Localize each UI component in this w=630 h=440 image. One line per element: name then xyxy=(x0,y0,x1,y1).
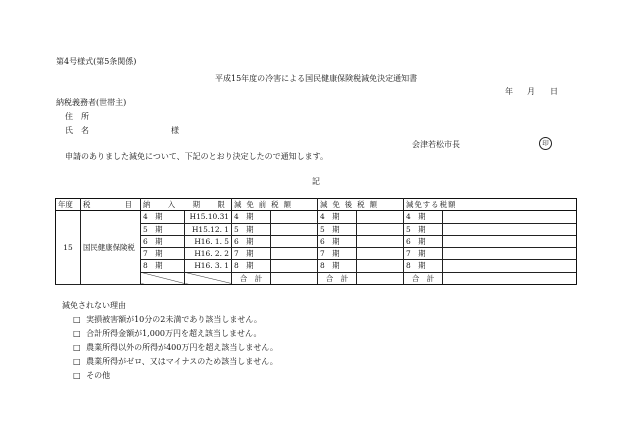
cell-reduction-amount xyxy=(443,248,577,260)
header-reduction: 減免する税額 xyxy=(404,199,577,211)
checkbox-icon[interactable]: □ xyxy=(73,343,81,352)
cell-reduction-amount xyxy=(443,235,577,247)
header-before: 減免前税額 xyxy=(232,199,318,211)
cell-before-period: 6 期 xyxy=(232,235,271,247)
cell-date: H15.10.31 xyxy=(185,211,232,223)
cell-after-period: 4 期 xyxy=(318,211,357,223)
cell-reduction-period: 8 期 xyxy=(404,260,443,272)
checkbox-icon[interactable]: □ xyxy=(73,315,81,324)
cell-reduction-amount xyxy=(443,223,577,235)
reason-text: その他 xyxy=(86,371,111,380)
intro-text: 申請のありました減免について、下記のとおり決定したので通知します。 xyxy=(65,152,329,161)
table-header-row xyxy=(56,199,577,211)
reason-item xyxy=(73,372,110,380)
cell-period: 5 期 xyxy=(141,223,185,235)
cell-reduction-amount xyxy=(443,211,577,223)
cell-period: 7 期 xyxy=(141,248,185,260)
reason-text: 農業所得がゼロ、又はマイナスのため該当しません。 xyxy=(86,357,278,366)
cell-before-amount xyxy=(271,223,318,235)
cell-after-period: 7 期 xyxy=(318,248,357,260)
cell-before-amount xyxy=(271,248,318,260)
cell-before-period: 4 期 xyxy=(232,211,271,223)
name-label: 氏 名 xyxy=(65,126,89,135)
header-after: 減免後税額 xyxy=(318,199,404,211)
cell-before-period: 7 期 xyxy=(232,248,271,260)
cell-after-period: 5 期 xyxy=(318,223,357,235)
cell-date: H15.12. 1 xyxy=(185,223,232,235)
header-due: 納 入 期 限 xyxy=(141,199,232,211)
reason-text: 農業所得以外の所得が400万円を超え該当しません。 xyxy=(86,343,278,352)
cell-before-amount xyxy=(271,211,318,223)
issuer-name: 会津若松市長 xyxy=(412,140,460,149)
reason-item xyxy=(73,330,261,338)
date-month: 月 xyxy=(527,87,535,96)
sum-label-reduction: 合 計 xyxy=(404,272,443,284)
header-year: 年度 xyxy=(56,199,81,211)
reason-text: 合計所得金額が1,000万円を超え該当しません。 xyxy=(86,329,262,338)
reasons-title: 減免されない理由 xyxy=(62,301,126,310)
form-number: 第4号様式(第5条関係) xyxy=(56,57,137,66)
cell-before-amount xyxy=(271,235,318,247)
cell-after-amount xyxy=(357,260,404,272)
cell-after-amount xyxy=(357,223,404,235)
official-seal: 印 xyxy=(539,137,552,150)
sum-label-after: 合 計 xyxy=(318,272,357,284)
cell-reduction-period: 4 期 xyxy=(404,211,443,223)
cell-year: 15 xyxy=(56,211,81,285)
reason-item xyxy=(73,358,278,366)
cell-after-period: 8 期 xyxy=(318,260,357,272)
cell-reduction-amount xyxy=(443,260,577,272)
cell-after-amount xyxy=(357,248,404,260)
cell-tax-name: 国民健康保険税 xyxy=(81,211,141,285)
sum-label-before: 合 計 xyxy=(232,272,271,284)
cell-reduction-period: 5 期 xyxy=(404,223,443,235)
cell-after-period: 6 期 xyxy=(318,235,357,247)
cell-before-period: 5 期 xyxy=(232,223,271,235)
reason-item xyxy=(73,316,262,324)
cell-reduction-period: 7 期 xyxy=(404,248,443,260)
checkbox-icon[interactable]: □ xyxy=(73,371,81,380)
cell-before-amount xyxy=(271,260,318,272)
honorific-sama: 様 xyxy=(171,126,179,135)
cell-after-amount xyxy=(357,235,404,247)
reduction-table xyxy=(55,198,577,285)
cell-diagonal-blank xyxy=(185,272,232,284)
cell-before-period: 8 期 xyxy=(232,260,271,272)
cell-reduction-period: 6 期 xyxy=(404,235,443,247)
cell-period: 4 期 xyxy=(141,211,185,223)
cell-date: H16. 3. 1 xyxy=(185,260,232,272)
taxpayer-label: 納税義務者(世帯主) xyxy=(56,98,127,107)
reason-text: 実損被害額が10分の2未満であり該当しません。 xyxy=(86,315,262,324)
cell-period: 8 期 xyxy=(141,260,185,272)
table-row xyxy=(56,211,577,223)
sum-after-amount xyxy=(357,272,404,284)
cell-diagonal-blank xyxy=(141,272,185,284)
date-year: 年 xyxy=(505,87,513,96)
cell-date: H16. 2. 2 xyxy=(185,248,232,260)
document-title: 平成15年度の冷害による国民健康保険税減免決定通知書 xyxy=(215,74,418,83)
checkbox-icon[interactable]: □ xyxy=(73,329,81,338)
cell-period: 6 期 xyxy=(141,235,185,247)
date-day: 日 xyxy=(550,87,558,96)
reason-item xyxy=(73,344,278,352)
cell-after-amount xyxy=(357,211,404,223)
sum-reduction-amount xyxy=(443,272,577,284)
ki-heading: 記 xyxy=(312,177,320,186)
header-tax: 税 目 xyxy=(81,199,141,211)
cell-date: H16. 1. 5 xyxy=(185,235,232,247)
address-label: 住 所 xyxy=(65,112,89,121)
checkbox-icon[interactable]: □ xyxy=(73,357,81,366)
sum-before-amount xyxy=(271,272,318,284)
